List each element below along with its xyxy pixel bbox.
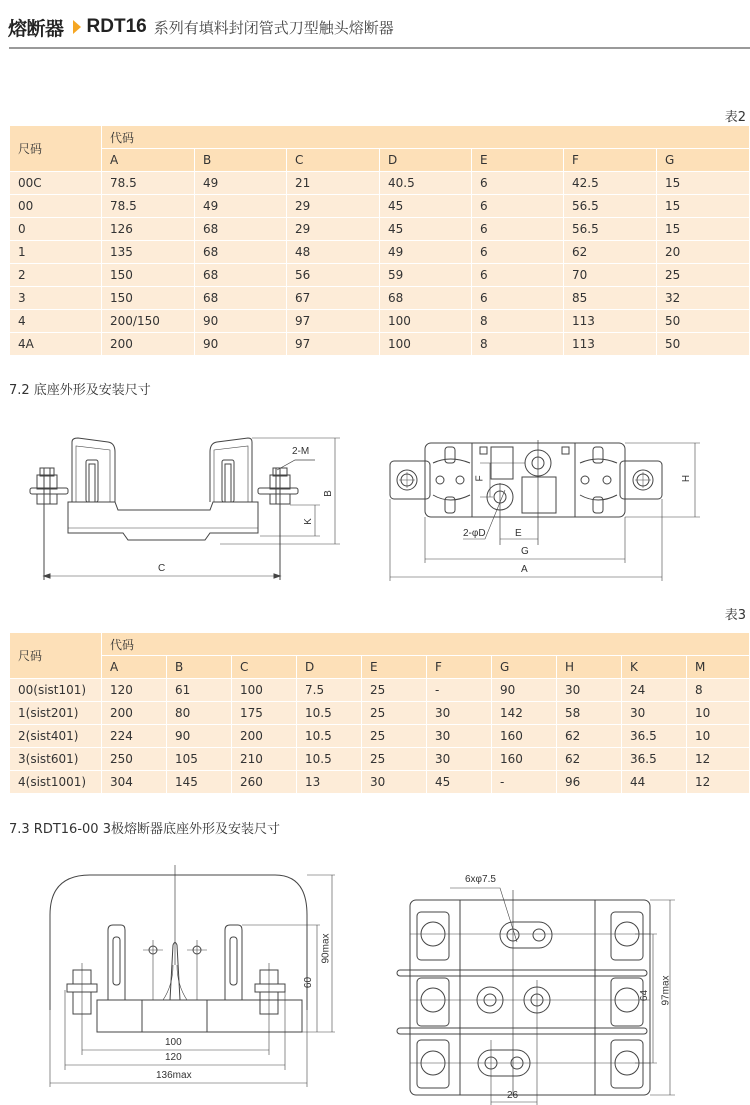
value-cell: 142 xyxy=(492,702,557,725)
value-cell: 49 xyxy=(195,195,287,218)
value-cell: 29 xyxy=(287,218,380,241)
value-cell: 24 xyxy=(622,679,687,702)
value-cell: 30 xyxy=(622,702,687,725)
section-7-3-title: 7.3 RDT16-00 3极熔断器底座外形及安装尺寸 xyxy=(9,822,280,837)
size-cell: 4(sist1001) xyxy=(10,771,102,794)
value-cell: 200 xyxy=(102,702,167,725)
value-cell: 126 xyxy=(102,218,195,241)
value-cell: 150 xyxy=(102,287,195,310)
column-header: F xyxy=(564,149,657,172)
value-cell: 150 xyxy=(102,264,195,287)
value-cell: 56.5 xyxy=(564,195,657,218)
value-cell: 160 xyxy=(492,725,557,748)
value-cell: 10.5 xyxy=(297,725,362,748)
value-cell: 50 xyxy=(657,333,750,356)
table-row xyxy=(10,172,750,195)
dim-label-64: 64 xyxy=(639,989,651,1002)
size-cell: 2 xyxy=(10,264,102,287)
value-cell: 56 xyxy=(287,264,380,287)
dim-label-e: E xyxy=(515,528,522,539)
value-cell: 6 xyxy=(472,287,564,310)
value-cell: 90 xyxy=(195,310,287,333)
column-header: G xyxy=(657,149,750,172)
table-row xyxy=(10,218,750,241)
value-cell: 200/150 xyxy=(102,310,195,333)
base-side-view-drawing xyxy=(20,430,350,590)
value-cell: 8 xyxy=(687,679,750,702)
three-pole-front-view-drawing xyxy=(45,865,345,1100)
column-header: A xyxy=(102,656,167,679)
column-header: C xyxy=(287,149,380,172)
value-cell: 25 xyxy=(362,725,427,748)
value-cell: 70 xyxy=(564,264,657,287)
value-cell: 210 xyxy=(232,748,297,771)
size-cell: 2(sist401) xyxy=(10,725,102,748)
value-cell: 8 xyxy=(472,333,564,356)
breadcrumb-arrow-icon xyxy=(73,20,81,34)
value-cell: 90 xyxy=(492,679,557,702)
value-cell: 49 xyxy=(195,172,287,195)
value-cell: 105 xyxy=(167,748,232,771)
value-cell: 97 xyxy=(287,310,380,333)
value-cell: 12 xyxy=(687,771,750,794)
value-cell: 58 xyxy=(557,702,622,725)
table-row xyxy=(10,333,750,356)
value-cell: 68 xyxy=(195,287,287,310)
value-cell: 90 xyxy=(195,333,287,356)
value-cell: 15 xyxy=(657,172,750,195)
value-cell: 45 xyxy=(427,771,492,794)
table-row xyxy=(10,679,750,702)
value-cell: 15 xyxy=(657,218,750,241)
value-cell: 85 xyxy=(564,287,657,310)
value-cell: 7.5 xyxy=(297,679,362,702)
value-cell: 200 xyxy=(102,333,195,356)
table-row xyxy=(10,287,750,310)
dim-label-60: 60 xyxy=(303,976,315,989)
value-cell: 96 xyxy=(557,771,622,794)
value-cell: 30 xyxy=(557,679,622,702)
value-cell: 78.5 xyxy=(102,172,195,195)
dim-label-h: H xyxy=(681,474,693,483)
value-cell: 20 xyxy=(657,241,750,264)
column-header: D xyxy=(297,656,362,679)
value-cell: 135 xyxy=(102,241,195,264)
header-divider xyxy=(9,47,750,49)
size-cell: 1(sist201) xyxy=(10,702,102,725)
value-cell: 78.5 xyxy=(102,195,195,218)
value-cell: 30 xyxy=(427,748,492,771)
value-cell: 97 xyxy=(287,333,380,356)
value-cell: 30 xyxy=(427,702,492,725)
column-header: C xyxy=(232,656,297,679)
value-cell: 25 xyxy=(362,679,427,702)
dim-label-g: G xyxy=(521,546,529,557)
column-header: H xyxy=(557,656,622,679)
value-cell: 6 xyxy=(472,172,564,195)
three-pole-top-view-drawing xyxy=(395,870,675,1105)
table3-label: 表3 xyxy=(724,608,746,623)
value-cell: 113 xyxy=(564,310,657,333)
value-cell: - xyxy=(427,679,492,702)
dim-label-f: F xyxy=(474,475,486,482)
value-cell: 10.5 xyxy=(297,748,362,771)
size-cell: 3(sist601) xyxy=(10,748,102,771)
value-cell: 30 xyxy=(362,771,427,794)
value-cell: 30 xyxy=(427,725,492,748)
size-cell: 00C xyxy=(10,172,102,195)
value-cell: 13 xyxy=(297,771,362,794)
column-header: A xyxy=(102,149,195,172)
value-cell: 56.5 xyxy=(564,218,657,241)
table-header-row xyxy=(10,633,750,656)
table-row xyxy=(10,241,750,264)
size-cell: 00 xyxy=(10,195,102,218)
value-cell: 10 xyxy=(687,702,750,725)
column-header: M xyxy=(687,656,750,679)
value-cell: 200 xyxy=(232,725,297,748)
column-header: D xyxy=(380,149,472,172)
size-cell: 4A xyxy=(10,333,102,356)
value-cell: 68 xyxy=(380,287,472,310)
dim-label-b: B xyxy=(322,490,334,497)
value-cell: 50 xyxy=(657,310,750,333)
column-header: K xyxy=(622,656,687,679)
value-cell: 29 xyxy=(287,195,380,218)
value-cell: 160 xyxy=(492,748,557,771)
table2 xyxy=(9,125,750,356)
table-row xyxy=(10,310,750,333)
value-cell: 10 xyxy=(687,725,750,748)
table3 xyxy=(9,632,750,794)
value-cell: 62 xyxy=(557,725,622,748)
table-row xyxy=(10,264,750,287)
value-cell: 44 xyxy=(622,771,687,794)
table-row xyxy=(10,725,750,748)
value-cell: 6 xyxy=(472,218,564,241)
value-cell: 32 xyxy=(657,287,750,310)
value-cell: - xyxy=(492,771,557,794)
value-cell: 113 xyxy=(564,333,657,356)
value-cell: 100 xyxy=(232,679,297,702)
model-subtitle: 系列有填料封闭管式刀型触头熔断器 xyxy=(153,18,394,37)
value-cell: 304 xyxy=(102,771,167,794)
value-cell: 6 xyxy=(472,195,564,218)
value-cell: 36.5 xyxy=(622,748,687,771)
code-group-header: 代码 xyxy=(102,126,750,149)
size-cell: 3 xyxy=(10,287,102,310)
column-header: B xyxy=(167,656,232,679)
table-header-row xyxy=(10,126,750,149)
value-cell: 40.5 xyxy=(380,172,472,195)
dim-label-136max: 136max xyxy=(156,1070,192,1081)
value-cell: 100 xyxy=(380,333,472,356)
size-column-header: 尺码 xyxy=(10,633,102,679)
dim-label-k: K xyxy=(302,518,314,525)
table-row xyxy=(10,771,750,794)
value-cell: 68 xyxy=(195,264,287,287)
value-cell: 12 xyxy=(687,748,750,771)
code-group-header: 代码 xyxy=(102,633,750,656)
dim-label-m: 2-M xyxy=(292,446,310,457)
size-column-header: 尺码 xyxy=(10,126,102,172)
value-cell: 62 xyxy=(564,241,657,264)
value-cell: 25 xyxy=(362,702,427,725)
value-cell: 6 xyxy=(472,264,564,287)
value-cell: 67 xyxy=(287,287,380,310)
value-cell: 80 xyxy=(167,702,232,725)
value-cell: 61 xyxy=(167,679,232,702)
column-header: F xyxy=(427,656,492,679)
size-cell: 0 xyxy=(10,218,102,241)
value-cell: 49 xyxy=(380,241,472,264)
value-cell: 8 xyxy=(472,310,564,333)
value-cell: 62 xyxy=(557,748,622,771)
value-cell: 36.5 xyxy=(622,725,687,748)
value-cell: 100 xyxy=(380,310,472,333)
dim-label-90max: 90max xyxy=(320,933,332,964)
page-header xyxy=(8,12,394,42)
dim-label-97max: 97max xyxy=(660,975,672,1006)
section-7-2-title: 7.2 底座外形及安装尺寸 xyxy=(9,383,151,398)
dim-label-120: 120 xyxy=(165,1052,182,1063)
value-cell: 25 xyxy=(657,264,750,287)
table-row xyxy=(10,195,750,218)
value-cell: 260 xyxy=(232,771,297,794)
value-cell: 224 xyxy=(102,725,167,748)
value-cell: 250 xyxy=(102,748,167,771)
base-top-view-drawing xyxy=(385,435,715,585)
table-column-header-row xyxy=(10,656,750,679)
size-cell: 00(sist101) xyxy=(10,679,102,702)
table-row xyxy=(10,702,750,725)
column-header: E xyxy=(362,656,427,679)
dim-label-d: 2-φD xyxy=(463,528,486,539)
value-cell: 145 xyxy=(167,771,232,794)
dim-label-100: 100 xyxy=(165,1037,182,1048)
dim-label-a: A xyxy=(521,564,528,575)
table2-label: 表2 xyxy=(724,110,746,125)
value-cell: 90 xyxy=(167,725,232,748)
dim-label-holes: 6xφ7.5 xyxy=(465,874,496,885)
value-cell: 45 xyxy=(380,195,472,218)
value-cell: 68 xyxy=(195,241,287,264)
value-cell: 59 xyxy=(380,264,472,287)
size-cell: 4 xyxy=(10,310,102,333)
value-cell: 42.5 xyxy=(564,172,657,195)
column-header: B xyxy=(195,149,287,172)
column-header: E xyxy=(472,149,564,172)
table-row xyxy=(10,748,750,771)
column-header: G xyxy=(492,656,557,679)
value-cell: 48 xyxy=(287,241,380,264)
size-cell: 1 xyxy=(10,241,102,264)
value-cell: 45 xyxy=(380,218,472,241)
table-column-header-row xyxy=(10,149,750,172)
dim-label-26: 26 xyxy=(507,1090,519,1101)
value-cell: 21 xyxy=(287,172,380,195)
value-cell: 120 xyxy=(102,679,167,702)
dim-label-c: C xyxy=(158,563,166,574)
value-cell: 68 xyxy=(195,218,287,241)
value-cell: 6 xyxy=(472,241,564,264)
model-title: RDT16 xyxy=(86,16,147,37)
value-cell: 175 xyxy=(232,702,297,725)
value-cell: 15 xyxy=(657,195,750,218)
value-cell: 25 xyxy=(362,748,427,771)
category-title: 熔断器 xyxy=(8,17,64,40)
value-cell: 10.5 xyxy=(297,702,362,725)
